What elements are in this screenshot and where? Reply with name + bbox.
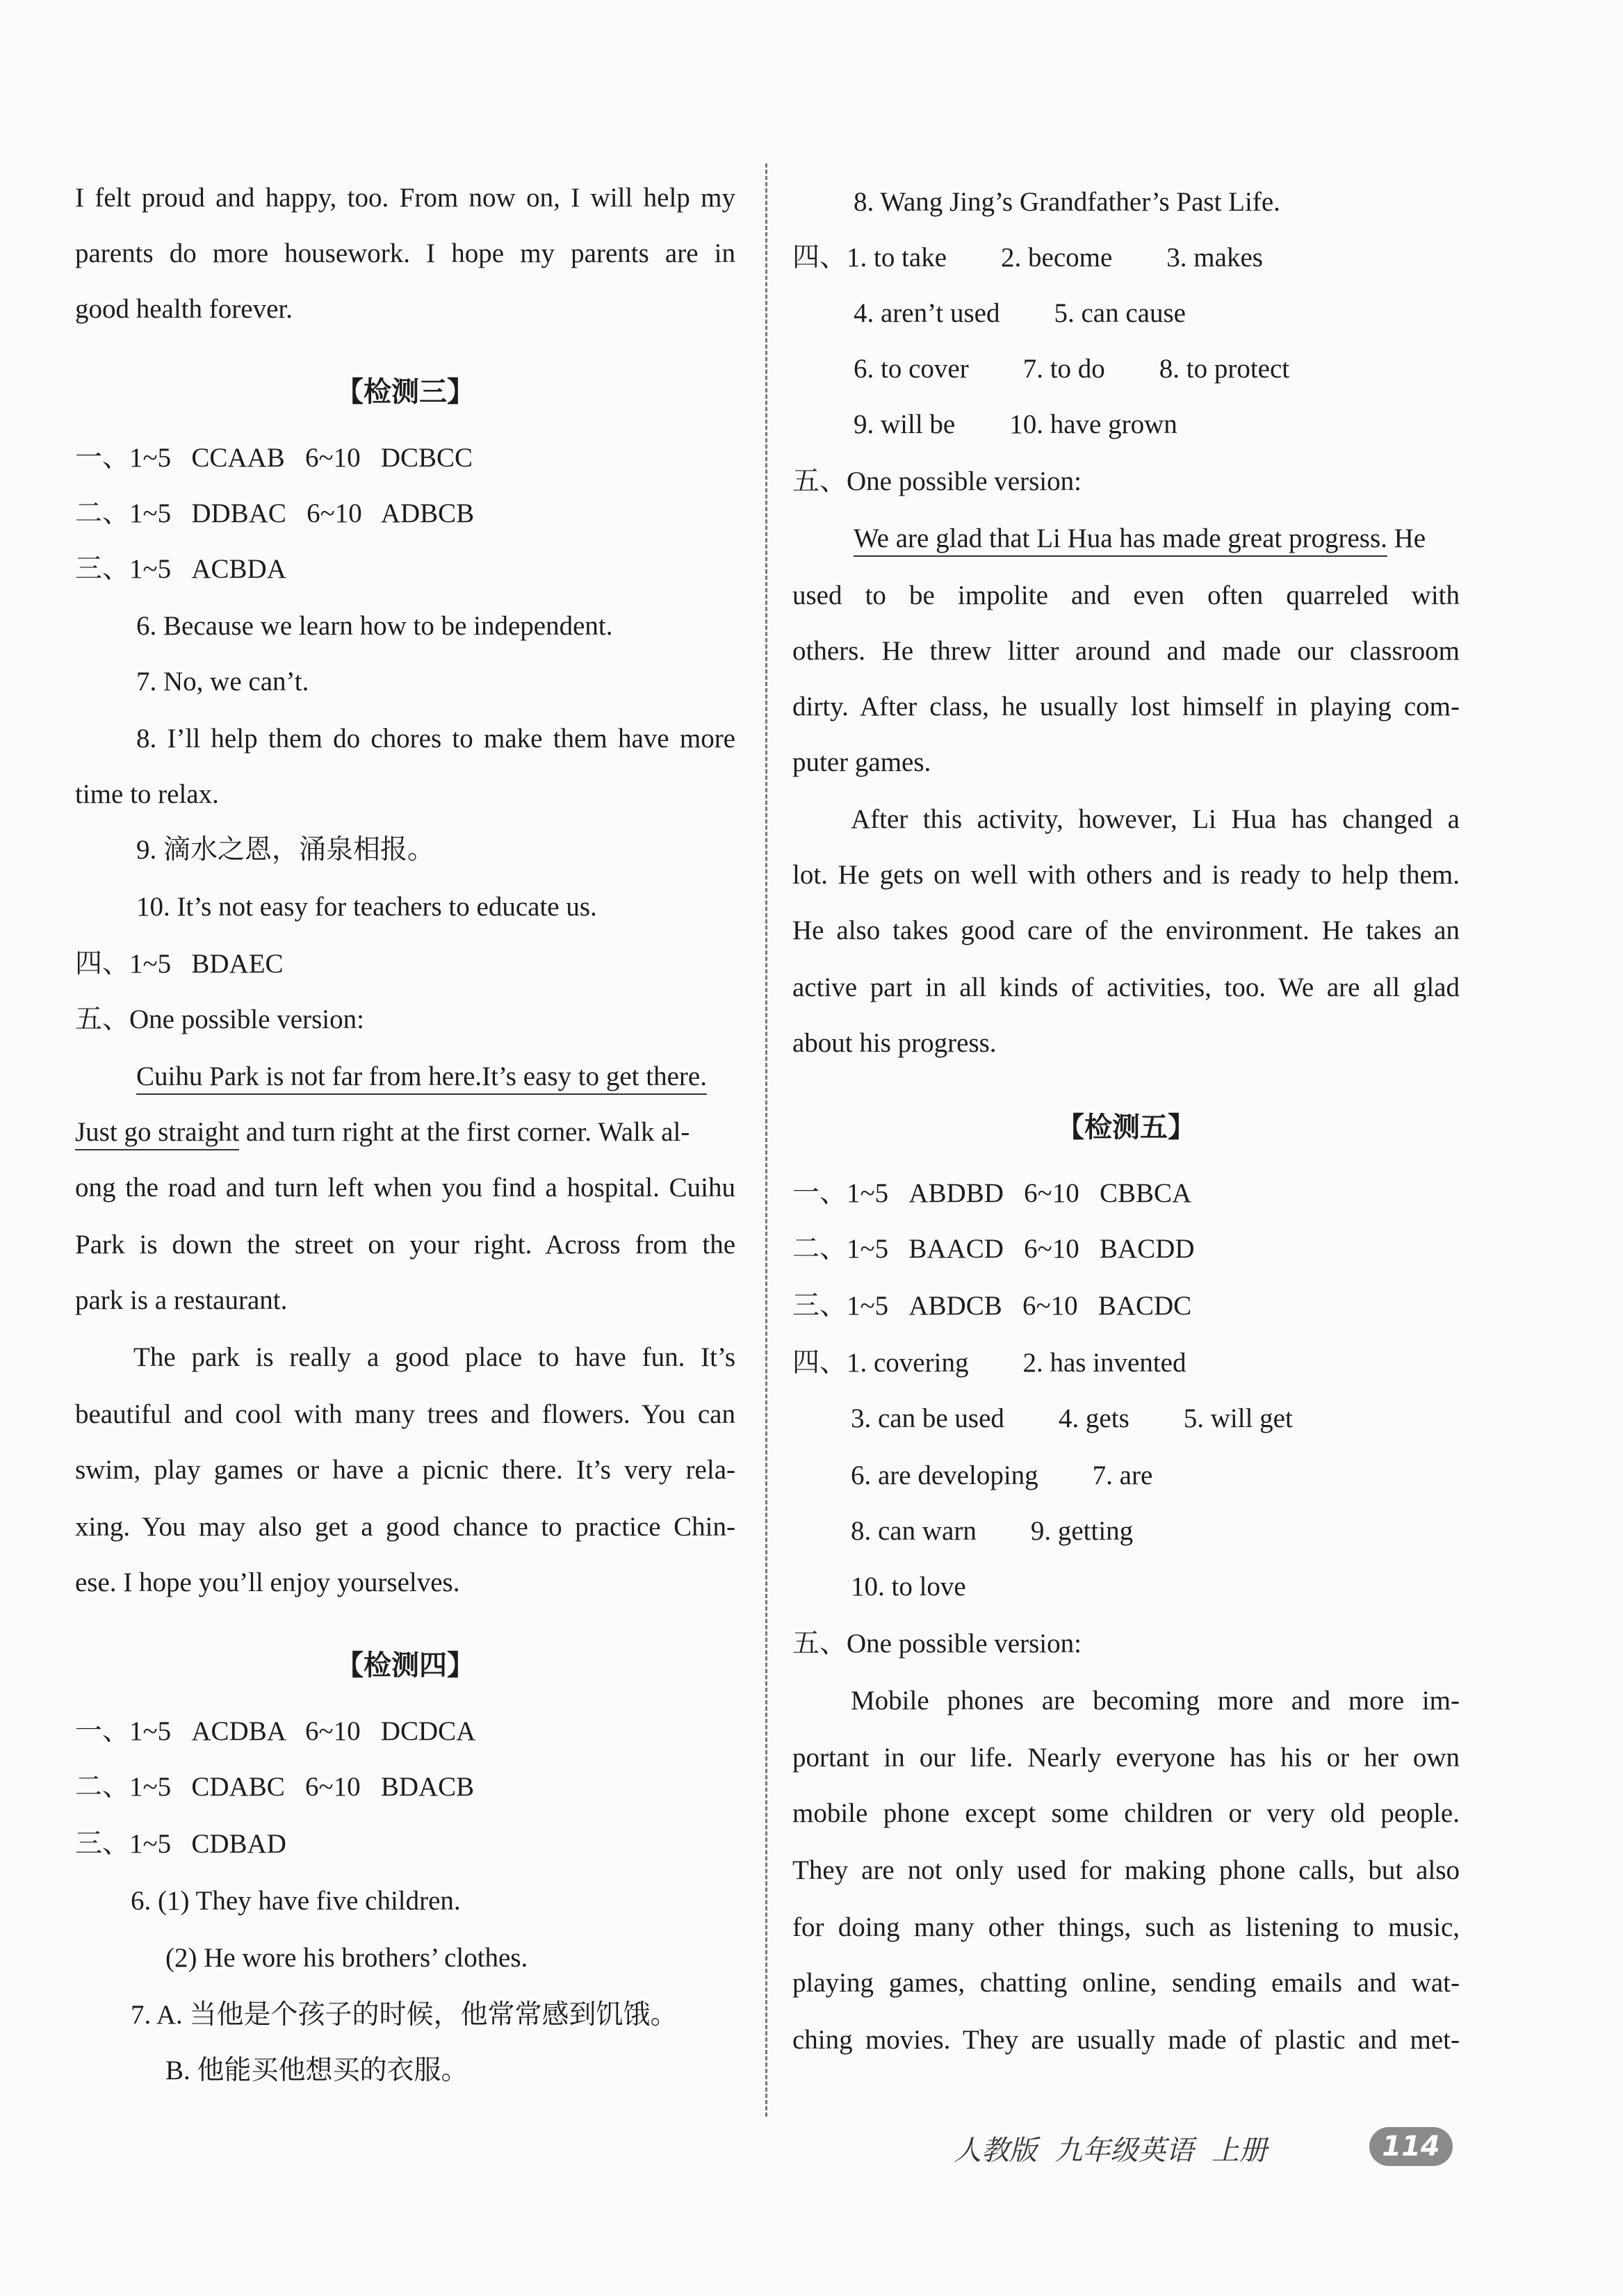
intro-line: I felt proud and happy, too. From now on, I will help my — [75, 183, 735, 213]
answer-row: 一、1~5 ABDBD 6~10 CBBCA — [792, 1178, 1192, 1208]
essay-line: used to be impolite and even often quarreled with — [792, 580, 1460, 610]
essay-line: playing games, chatting online, sending emails and wat- — [792, 1968, 1460, 1998]
answer-row: 一、1~5 ACDBA 6~10 DCDCA — [75, 1716, 476, 1746]
essay-line: ching movies. They are usually made of plastic and met- — [792, 2025, 1460, 2055]
answer-row: 一、1~5 CCAAB 6~10 DCBCC — [75, 443, 473, 473]
essay-line: portant in our life. Nearly everyone has his or her own — [792, 1743, 1460, 1773]
answer-row: 6. are developing 7. are — [851, 1460, 1153, 1490]
answer-row: 6. to cover 7. to do 8. to protect — [854, 354, 1290, 384]
answer-item: 10. It’s not easy for teachers to educate us. — [136, 892, 597, 922]
answer-row: 二、1~5 DDBAC 6~10 ADBCB — [75, 498, 475, 528]
answer-item: B. 他能买他想买的衣服。 — [165, 2055, 468, 2085]
essay-line: dirty. After class, he usually lost himself in playing com- — [792, 692, 1460, 722]
answer-row: 4. aren’t used 5. can cause — [854, 298, 1186, 328]
answer-row: 8. can warn 9. getting — [851, 1516, 1134, 1546]
essay-line: active part in all kinds of activities, too. We are all glad — [792, 972, 1460, 1002]
essay-line: The park is really a good place to have fun. It’s — [133, 1342, 735, 1372]
answer-row: 五、One possible version: — [792, 466, 1082, 496]
essay-line: Mobile phones are becoming more and more im- — [851, 1686, 1460, 1716]
column-divider — [765, 163, 767, 2117]
essay-line: After this activity, however, Li Hua has changed a — [851, 804, 1460, 834]
answer-row: 五、One possible version: — [792, 1629, 1082, 1659]
essay-line: Just go straight and turn right at the first corner. Walk al- — [75, 1116, 735, 1149]
answer-row: 三、1~5 CDBAD — [75, 1829, 286, 1859]
underlined-phrase: Just go straight — [75, 1117, 239, 1150]
essay-line: others. He threw litter around and made our classroom — [792, 636, 1460, 666]
answer-item: 6. (1) They have five children. — [131, 1886, 461, 1916]
essay-line: ong the road and turn left when you find a hospital. Cuihu — [75, 1173, 735, 1203]
answer-row: 9. will be 10. have grown — [854, 409, 1177, 439]
answer-item: 6. Because we learn how to be independent. — [136, 611, 613, 641]
essay-line: ese. I hope you’ll enjoy yourselves. — [75, 1568, 460, 1597]
answer-item: 7. No, we can’t. — [136, 667, 309, 697]
answer-item: 8. Wang Jing’s Grandfather’s Past Life. — [854, 187, 1280, 217]
answer-item: (2) He wore his brothers’ clothes. — [165, 1943, 528, 1973]
answer-row: 三、1~5 ACBDA — [75, 554, 286, 584]
essay-line: about his progress. — [792, 1028, 997, 1058]
essay-line: Park is down the street on your right. Across from the — [75, 1230, 735, 1260]
intro-line: good health forever. — [75, 294, 293, 324]
essay-line: We are glad that Li Hua has made great progress. He — [854, 523, 1426, 555]
intro-line: parents do more housework. I hope my parents are in — [75, 238, 735, 268]
section-title-3: 【检测三】 — [336, 376, 475, 408]
footer-book-title: 人教版 九年级英语 上册 — [954, 2135, 1267, 2167]
answer-row: 二、1~5 CDABC 6~10 BDACB — [75, 1772, 475, 1802]
essay-line: beautiful and cool with many trees and flowers. You can — [75, 1399, 735, 1429]
section-title-5: 【检测五】 — [1057, 1112, 1196, 1143]
answer-row: 二、1~5 BAACD 6~10 BACDD — [792, 1234, 1195, 1264]
essay-line: He also takes good care of the environment. He takes an — [792, 915, 1460, 945]
essay-line: swim, play games or have a picnic there. It’s very rela- — [75, 1455, 735, 1485]
essay-line: They are not only used for making phone calls, but also — [792, 1855, 1460, 1885]
essay-line: puter games. — [792, 747, 931, 777]
answer-item: time to relax. — [75, 779, 219, 809]
essay-line: lot. He gets on well with others and is ready to help them. — [792, 860, 1460, 890]
answer-item: 7. A. 当他是个孩子的时候，他常常感到饥饿。 — [131, 2000, 678, 2030]
answer-row: 三、1~5 ABDCB 6~10 BACDC — [792, 1291, 1192, 1321]
essay-line: mobile phone except some children or very old people. — [792, 1798, 1460, 1828]
essay-line-underlined: Cuihu Park is not far from here.It’s easy to get there. — [136, 1061, 707, 1093]
answer-item: 9. 滴水之恩，涌泉相报。 — [136, 835, 435, 865]
answer-row: 四、1. to take 2. become 3. makes — [792, 243, 1263, 272]
answer-item: 8. I’ll help them do chores to make them have more — [136, 724, 735, 754]
underlined-phrase: We are glad that Li Hua has made great progress. — [854, 523, 1387, 557]
answer-row: 3. can be used 4. gets 5. will get — [851, 1403, 1293, 1433]
essay-line: xing. You may also get a good chance to practice Chin- — [75, 1512, 735, 1542]
essay-line: park is a restaurant. — [75, 1285, 288, 1315]
answer-row: 四、1. covering 2. has invented — [792, 1348, 1186, 1378]
answer-row: 10. to love — [851, 1572, 966, 1602]
answer-row: 五、One possible version: — [75, 1004, 364, 1034]
answer-row: 四、1~5 BDAEC — [75, 949, 284, 979]
page-number: 114 — [1369, 2127, 1453, 2166]
section-title-4: 【检测四】 — [336, 1650, 475, 1682]
essay-line: for doing many other things, such as listening to music, — [792, 1912, 1460, 1942]
